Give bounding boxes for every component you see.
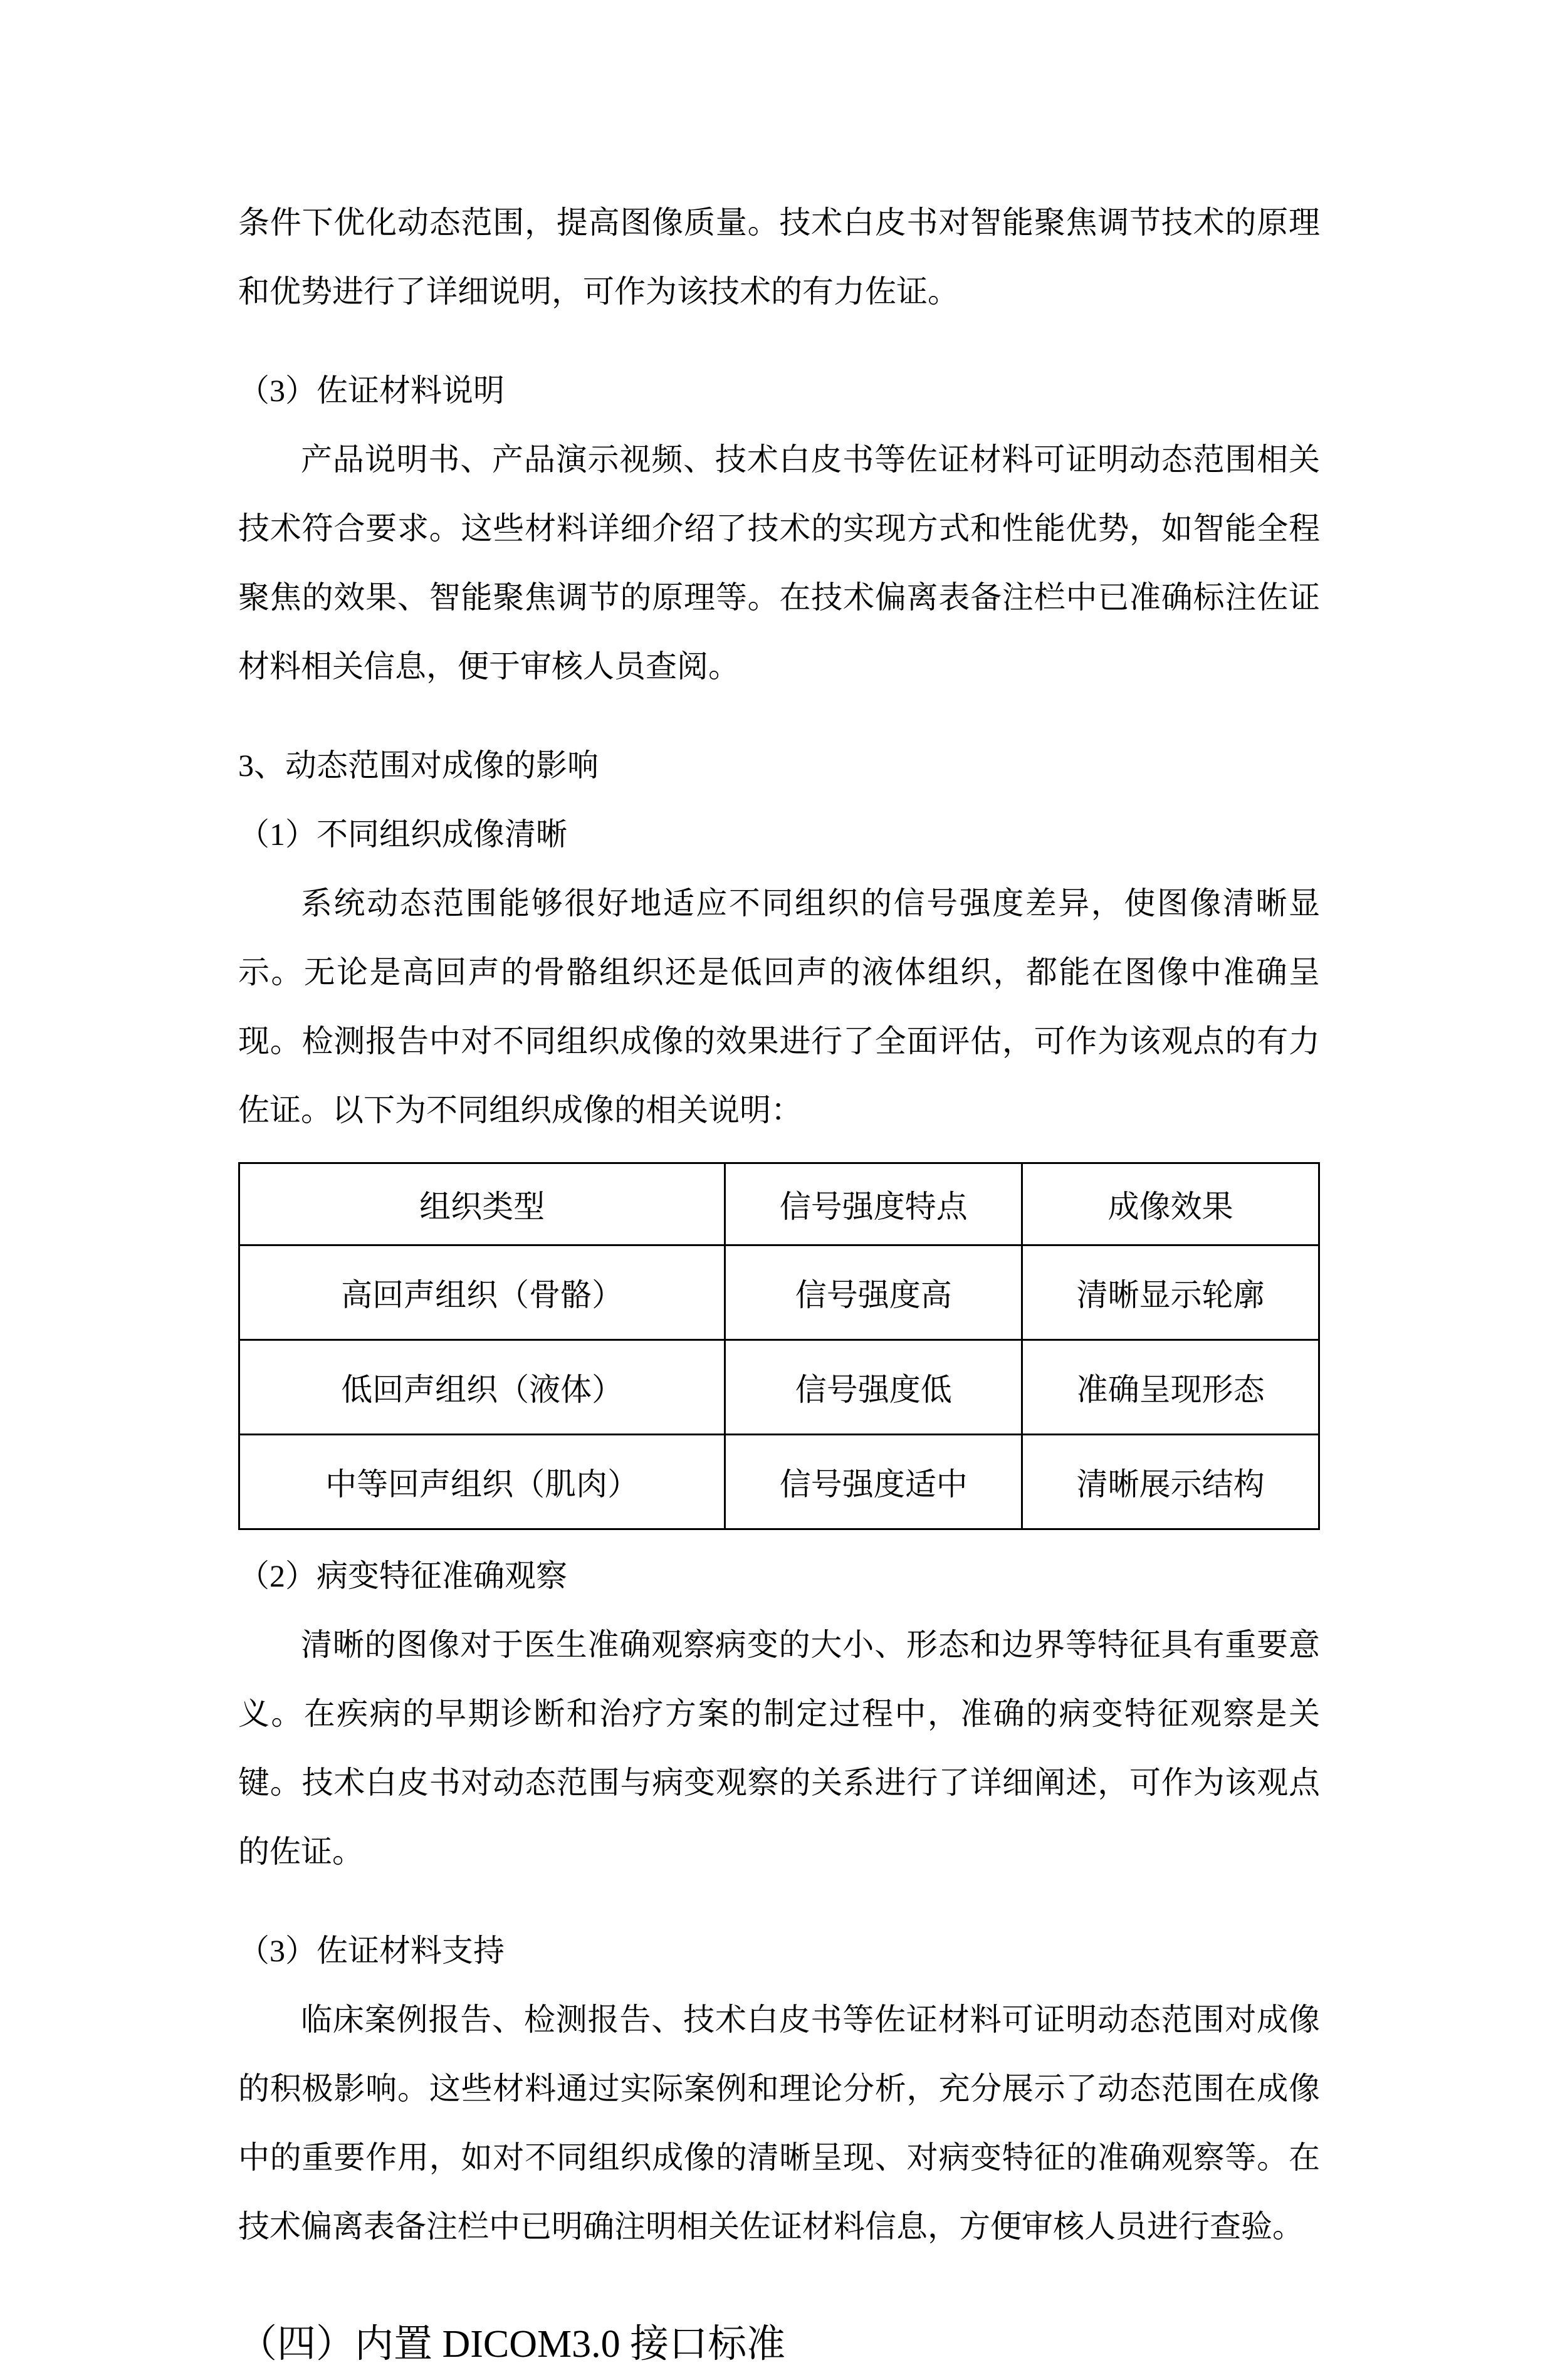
table-cell: 高回声组织（骨骼） xyxy=(239,1245,725,1340)
table-cell: 信号强度适中 xyxy=(725,1435,1022,1529)
table-row xyxy=(239,1435,1319,1529)
table-header-row xyxy=(239,1163,1319,1245)
heading-section-4-dicom: （四）内置 DICOM3.0 接口标准 xyxy=(238,2323,786,2366)
table-cell: 信号强度高 xyxy=(725,1245,1022,1340)
heading-material-note: （3）佐证材料说明 xyxy=(238,373,505,408)
table-row xyxy=(239,1340,1319,1435)
heading-imaging-clear: （1）不同组织成像清晰 xyxy=(238,817,567,852)
table-cell: 清晰显示轮廓 xyxy=(1022,1245,1319,1340)
table-cell: 中等回声组织（肌肉） xyxy=(239,1435,725,1529)
heading-section-3: 3、动态范围对成像的影响 xyxy=(238,748,599,783)
paragraph-continuation: 条件下优化动态范围，提高图像质量。技术白皮书对智能聚焦调节技术的原理和优势进行了详细说明，可作为该技术的有力佐证。 xyxy=(238,205,1320,309)
tissue-imaging-table xyxy=(238,1162,1320,1530)
table-cell: 低回声组织（液体） xyxy=(239,1340,725,1435)
table-cell: 信号强度低 xyxy=(725,1340,1022,1435)
table-cell: 准确呈现形态 xyxy=(1022,1340,1319,1435)
paragraph-lesion-observation: 清晰的图像对于医生准确观察病变的大小、形态和边界等特征具有重要意义。在疾病的早期诊断和治疗方案的制定过程中，准确的病变特征观察是关键。技术白皮书对动态范围与病变观察的关系进行了详细阐述，可作为该观点的佐证。 xyxy=(238,1627,1320,1869)
table-header-cell: 组织类型 xyxy=(239,1163,725,1245)
paragraph-material-support: 临床案例报告、检测报告、技术白皮书等佐证材料可证明动态范围对成像的积极影响。这些材料通过实际案例和理论分析，充分展示了动态范围在成像中的重要作用，如对不同组织成像的清晰呈现、对病变特征的准确观察等。在技术偏离表备注栏中已明确注明相关佐证材料信息，方便审核人员进行查验。 xyxy=(238,2002,1320,2244)
heading-material-support: （3）佐证材料支持 xyxy=(238,1933,505,1968)
paragraph-imaging-clear: 系统动态范围能够很好地适应不同组织的信号强度差异，使图像清晰显示。无论是高回声的骨骼组织还是低回声的液体组织，都能在图像中准确呈现。检测报告中对不同组织成像的效果进行了全面评估，可作为该观点的有力佐证。以下为不同组织成像的相关说明： xyxy=(238,886,1320,1128)
table-header-cell: 信号强度特点 xyxy=(725,1163,1022,1245)
paragraph-material-note: 产品说明书、产品演示视频、技术白皮书等佐证材料可证明动态范围相关技术符合要求。这些材料详细介绍了技术的实现方式和性能优势，如智能全程聚焦的效果、智能聚焦调节的原理等。在技术偏离表备注栏中已准确标注佐证材料相关信息，便于审核人员查阅。 xyxy=(238,442,1320,684)
heading-lesion-observation: （2）病变特征准确观察 xyxy=(238,1558,567,1593)
table-cell: 清晰展示结构 xyxy=(1022,1435,1319,1529)
table-row xyxy=(239,1245,1319,1340)
table-header-cell: 成像效果 xyxy=(1022,1163,1319,1245)
